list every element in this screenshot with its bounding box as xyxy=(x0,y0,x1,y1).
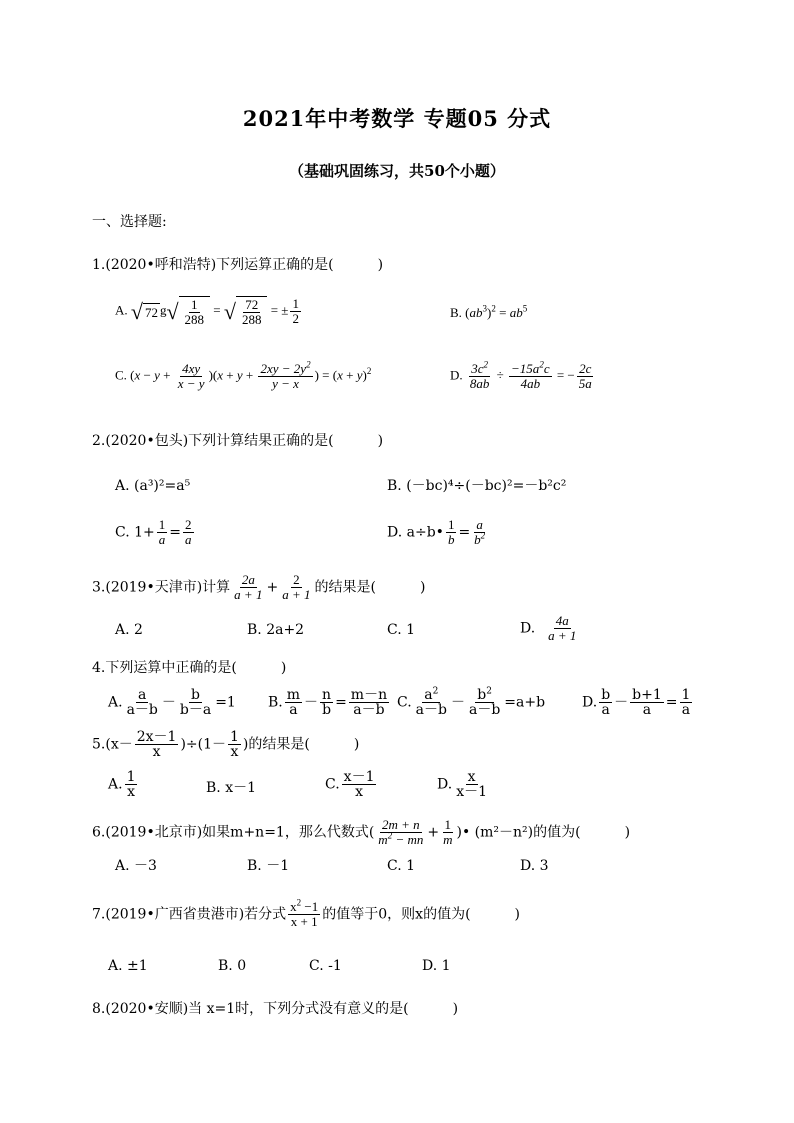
section-heading: 一、选择题: xyxy=(92,214,167,230)
q4-option-a: A. $\frac{a}{a-b}$ － $\frac{b}{b-a}$ =1 xyxy=(108,687,236,718)
q4-option-c: C. $\frac{a^2}{a-b}$ － $\frac{b^2}{a-b}$ =a+b xyxy=(397,686,546,718)
question-5: 5.(x－ $\frac{2x-1}{x}$ )÷(1－ $\frac{1}{x}$ )的结果是( ) xyxy=(92,729,360,760)
q7-option-a: A. ±1 xyxy=(108,958,148,974)
q7-option-d: D. 1 xyxy=(422,958,451,974)
q3-option-b: B. 2a+2 xyxy=(247,622,305,638)
q5-option-c: C. $\frac{x-1}{x}$ xyxy=(325,769,375,800)
q6-option-a: A. －3 xyxy=(115,858,157,874)
q5-option-d: D. $\frac{x}{x-1}$ xyxy=(437,769,487,800)
q1-option-b: B. $(ab^3)^2 = ab^5$ xyxy=(450,303,528,320)
q2-option-d: D. a÷b• $\frac{1}{b}$ = $\frac{a}{b^2}$ xyxy=(387,517,486,547)
q1-option-a: A. √ 72 g √ $\frac{1}{288}$ = √ $\frac{72}{288}$ = ± $\frac{1}{2}$ xyxy=(115,296,299,327)
q2-option-a: A. (a³)²=a⁵ xyxy=(115,478,191,494)
q6-option-b: B. －1 xyxy=(247,858,290,874)
q5-option-a: A. $\frac{1}{x}$ xyxy=(108,769,136,800)
q3-option-d: D. $\frac{4a}{a + 1}$ xyxy=(520,613,577,643)
q2-option-b: B. (－bc)⁴÷(－bc)²=－b²c² xyxy=(387,478,567,494)
q6-option-d: D. 3 xyxy=(520,858,549,874)
page-subtitle: （基础巩固练习，共50个小题） xyxy=(289,162,505,180)
q4-option-b: B. $\frac{m}{a}$ － $\frac{n}{b}$ = $\frac{m-n}{a-b}$ xyxy=(268,687,388,718)
question-6: 6.(2019•北京市)如果m+n=1，那么代数式( $\frac{2m + n}{m^2 - mn}$ + $\frac{1}{m}$ )• (m²－n²)的值为( ) xyxy=(92,817,631,847)
q4-option-d: D. $\frac{b}{a}$ － $\frac{b+1}{a}$ = $\frac{1}{a}$ xyxy=(582,687,691,718)
q7-option-c: C. -1 xyxy=(309,958,342,974)
q3-option-a: A. 2 xyxy=(115,622,143,638)
q1-option-c: C. (x − y + $\frac{4xy}{x - y}$ )(x + y + $\frac{2xy - 2y^2}{y - x}$ ) = $(x + y)^2$ xyxy=(115,359,372,391)
q1-option-d: D. $\frac{3c^2}{8ab}$ ÷ $\frac{-15a^2c}{4ab}$ = − $\frac{2c}{5a}$ xyxy=(450,359,592,391)
q6-option-c: C. 1 xyxy=(387,858,416,874)
page-title: 2021年中考数学 专题05 分式 xyxy=(242,106,552,131)
question-3: 3.(2019•天津市)计算 $\frac{2a}{a + 1}$ + $\frac{2}{a + 1}$ 的结果是( ) xyxy=(92,572,426,602)
question-4: 4.下列运算中正确的是( ) xyxy=(92,660,287,676)
question-1: 1.(2020•呼和浩特)下列运算正确的是( ) xyxy=(92,257,384,273)
question-8: 8.(2020•安顺)当 x=1时，下列分式没有意义的是( ) xyxy=(92,1001,459,1017)
q5-option-b: B. x－1 xyxy=(206,780,256,796)
question-2: 2.(2020•包头)下列计算结果正确的是( ) xyxy=(92,433,384,449)
q3-option-c: C. 1 xyxy=(387,622,416,638)
q2-option-c: C. 1+ $\frac{1}{a}$ = $\frac{2}{a}$ xyxy=(115,517,192,547)
question-7: 7.(2019•广西省贵港市)若分式 $\frac{x^2 -1}{x + 1}$ 的值等于0，则x的值为( ) xyxy=(92,897,520,929)
q7-option-b: B. 0 xyxy=(218,958,247,974)
